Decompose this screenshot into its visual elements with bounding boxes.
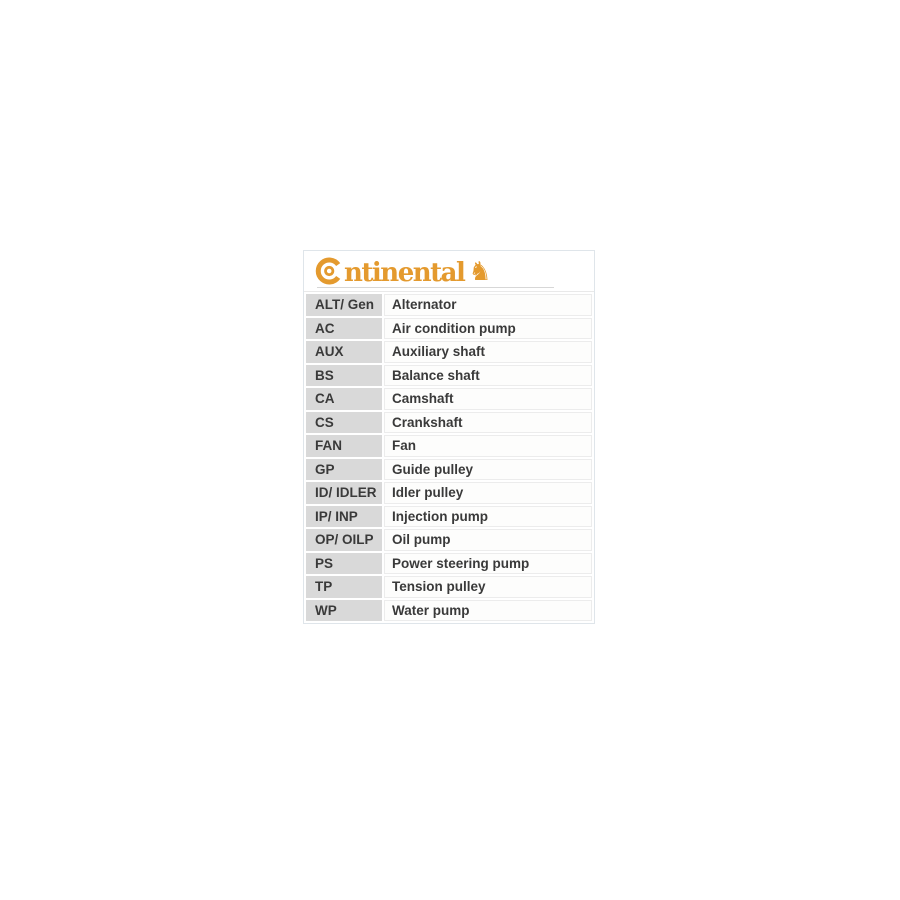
abbreviation-cell: AC (306, 318, 382, 340)
description-cell: Alternator (384, 294, 592, 316)
description-cell: Power steering pump (384, 553, 592, 575)
table-row (306, 318, 592, 340)
abbreviation-cell: PS (306, 553, 382, 575)
description-cell: Oil pump (384, 529, 592, 551)
abbreviation-table (304, 292, 594, 623)
table-row (306, 482, 592, 504)
abbreviation-cell: IP/ INP (306, 506, 382, 528)
description-cell: Camshaft (384, 388, 592, 410)
continental-logo (315, 257, 492, 286)
description-cell: Fan (384, 435, 592, 457)
rearing-horse-icon: ♞ (468, 256, 492, 287)
abbreviation-cell: WP (306, 600, 382, 622)
brand-wordmark: ntinental (344, 257, 465, 288)
abbreviation-cell: CS (306, 412, 382, 434)
abbreviation-cell: OP/ OILP (306, 529, 382, 551)
description-cell: Idler pulley (384, 482, 592, 504)
table-row (306, 388, 592, 410)
abbreviation-legend-panel (303, 250, 595, 624)
table-row (306, 553, 592, 575)
table-row (306, 506, 592, 528)
table-row (306, 529, 592, 551)
continental-c-mark-icon (315, 257, 344, 285)
description-cell: Air condition pump (384, 318, 592, 340)
abbreviation-cell: FAN (306, 435, 382, 457)
brand-header (304, 251, 594, 292)
table-row (306, 459, 592, 481)
table-row (306, 435, 592, 457)
abbreviation-cell: AUX (306, 341, 382, 363)
description-cell: Injection pump (384, 506, 592, 528)
description-cell: Auxiliary shaft (384, 341, 592, 363)
description-cell: Guide pulley (384, 459, 592, 481)
description-cell: Tension pulley (384, 576, 592, 598)
table-row (306, 341, 592, 363)
logo-underline (317, 287, 554, 288)
abbreviation-cell: ALT/ Gen (306, 294, 382, 316)
table-row (306, 576, 592, 598)
table-row (306, 294, 592, 316)
abbreviation-cell: CA (306, 388, 382, 410)
table-row (306, 600, 592, 622)
abbreviation-cell: BS (306, 365, 382, 387)
table-row (306, 412, 592, 434)
description-cell: Water pump (384, 600, 592, 622)
description-cell: Balance shaft (384, 365, 592, 387)
abbreviation-cell: GP (306, 459, 382, 481)
table-row (306, 365, 592, 387)
abbreviation-cell: TP (306, 576, 382, 598)
abbreviation-cell: ID/ IDLER (306, 482, 382, 504)
abbreviation-table-body (306, 294, 592, 621)
description-cell: Crankshaft (384, 412, 592, 434)
